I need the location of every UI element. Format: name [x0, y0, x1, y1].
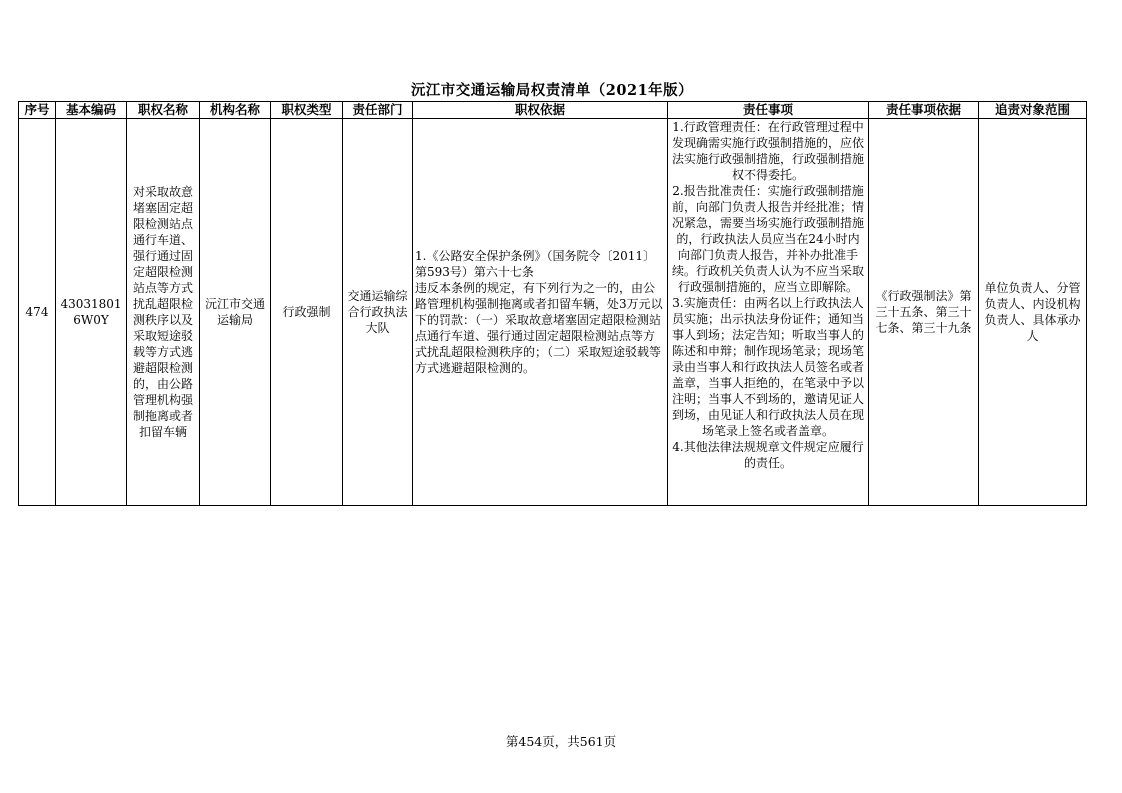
row-duties — [668, 119, 869, 506]
col-header-power-type: 职权类型 — [271, 102, 343, 119]
duty-item: 1.行政管理责任：在行政管理过程中发现确需实施行政强制措施的，应依法实施行政强制措施，行政强制措施权不得委托。 — [672, 120, 865, 182]
duty-item: 2.报告批准责任：实施行政强制措施前，向部门负责人报告并经批准；情况紧急，需要当场实施行政强制措施的，行政执法人员应当在24小时内向部门负责人报告，并补办批准手续。行政机关负责人认为不应当采取行政强制措施的，应当立即解除。 — [672, 184, 865, 294]
page-footer: 第454页，共561页 — [505, 734, 617, 749]
col-header-basis: 职权依据 — [413, 102, 668, 119]
row-org-name: 沅江市交通运输局 — [200, 119, 271, 506]
col-header-code: 基本编码 — [56, 102, 127, 119]
col-header-duties: 责任事项 — [668, 102, 869, 119]
responsibility-table — [18, 101, 1087, 506]
duty-item: 4.其他法律法规规章文件规定应履行的责任。 — [672, 440, 864, 470]
row-dept: 交通运输综合行政执法大队 — [343, 119, 413, 506]
header-row — [19, 102, 1087, 119]
col-header-duty-basis: 责任事项依据 — [869, 102, 979, 119]
basis-text: 违反本条例的规定，有下列行为之一的，由公路管理机构强制拖离或者扣留车辆，处3万元以下的罚款：（一）采取故意堵塞固定超限检测站点通行车道、强行通过固定超限检测站点等方式扰乱超限检测秩序的；（二）采取短途驳载等方式逃避超限检测的。 — [415, 281, 663, 375]
row-code: 430318016W0Y — [56, 119, 127, 506]
row-duty-basis: 《行政强制法》第三十五条、第三十七条、第三十九条 — [869, 119, 979, 506]
row-accountability: 单位负责人、分管负责人、内设机构负责人、具体承办人 — [979, 119, 1087, 506]
col-header-org-name: 机构名称 — [200, 102, 271, 119]
col-header-power-name: 职权名称 — [127, 102, 200, 119]
col-header-dept: 责任部门 — [343, 102, 413, 119]
table-row — [19, 119, 1087, 506]
row-index: 474 — [19, 119, 56, 506]
basis-clause: 1.《公路安全保护条例》（国务院令〔2011〕第593号）第六十七条 — [415, 249, 655, 279]
duty-item: 3.实施责任：由两名以上行政执法人员实施；出示执法身份证件；通知当事人到场；法定告知；听取当事人的陈述和申辩；制作现场笔录；现场笔录由当事人和行政执法人员签名或者盖章，当事人拒绝的，在笔录中予以注明；当事人不到场的，邀请见证人到场，由见证人和行政执法人员在现场笔录上签名或者盖章。 — [672, 296, 865, 438]
col-header-accountability: 追责对象范围 — [979, 102, 1087, 119]
page-title: 沅江市交通运输局权责清单（2021年版） — [410, 82, 694, 99]
row-power-name: 对采取故意堵塞固定超限检测站点通行车道、强行通过固定超限检测站点等方式扰乱超限检测秩序以及采取短途驳载等方式逃避超限检测的，由公路管理机构强制拖离或者扣留车辆 — [127, 119, 200, 506]
col-header-index: 序号 — [19, 102, 56, 119]
row-basis — [413, 119, 668, 506]
row-power-type: 行政强制 — [271, 119, 343, 506]
